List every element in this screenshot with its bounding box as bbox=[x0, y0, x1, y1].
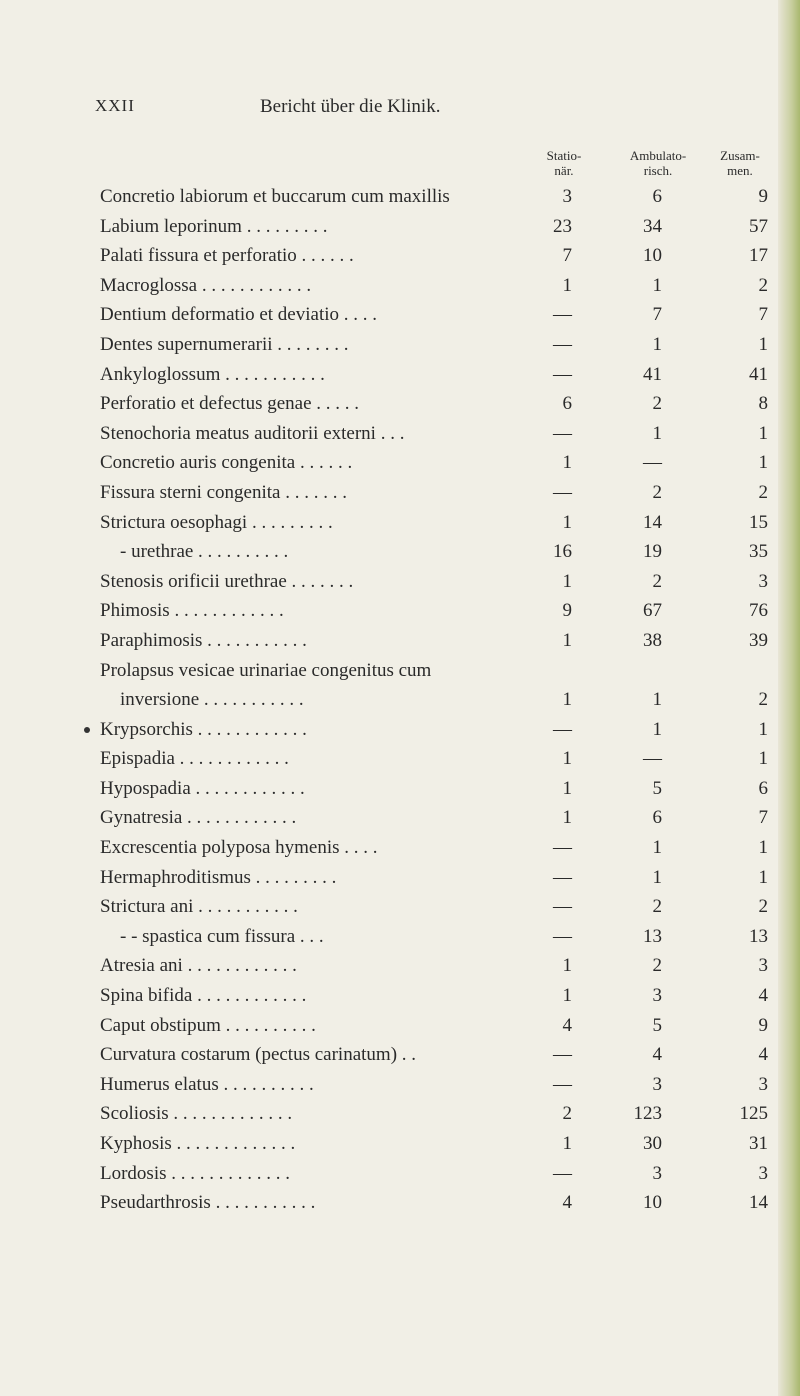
cell-zusammen: 9 bbox=[758, 1014, 768, 1036]
cell-stationaer: 9 bbox=[562, 600, 572, 622]
cell-ambulatorisch: 38 bbox=[643, 629, 662, 651]
table-row bbox=[0, 596, 780, 626]
cell-zusammen: 3 bbox=[758, 955, 768, 977]
cell-ambulatorisch: 14 bbox=[643, 511, 662, 533]
table-row bbox=[0, 182, 780, 212]
row-label: Paraphimosis . . . . . . . . . . . bbox=[100, 629, 307, 651]
cell-stationaer: — bbox=[553, 1162, 572, 1184]
cell-zusammen: 2 bbox=[758, 274, 768, 296]
row-label: Humerus elatus . . . . . . . . . . bbox=[100, 1073, 314, 1095]
row-label: - urethrae . . . . . . . . . . bbox=[120, 541, 289, 563]
cell-stationaer: 1 bbox=[562, 629, 572, 651]
row-label: Macroglossa . . . . . . . . . . . . bbox=[100, 274, 312, 296]
row-label: Dentes supernumerarii . . . . . . . . bbox=[100, 333, 349, 355]
table-row bbox=[0, 300, 780, 330]
cell-zusammen: 41 bbox=[749, 363, 768, 385]
row-label: Palati fissura et perforatio . . . . . . bbox=[100, 245, 354, 267]
row-label: Krypsorchis . . . . . . . . . . . . bbox=[100, 718, 307, 740]
table-row bbox=[0, 863, 780, 893]
col-head-ambulatorisch-text: Ambulato- risch. bbox=[629, 148, 687, 178]
table-row bbox=[0, 448, 780, 478]
cell-zusammen: 3 bbox=[758, 570, 768, 592]
cell-ambulatorisch: 13 bbox=[643, 925, 662, 947]
cell-stationaer: 4 bbox=[562, 1192, 572, 1214]
cell-ambulatorisch: 3 bbox=[652, 1073, 662, 1095]
row-label: Curvatura costarum (pectus carinatum) . . bbox=[100, 1044, 417, 1066]
cell-stationaer: — bbox=[553, 896, 572, 918]
row-label: Concretio auris congenita . . . . . . bbox=[100, 452, 353, 474]
cell-stationaer: — bbox=[553, 1073, 572, 1095]
cell-ambulatorisch: 4 bbox=[652, 1044, 662, 1066]
cell-ambulatorisch: 1 bbox=[652, 422, 662, 444]
cell-zusammen: 125 bbox=[739, 1103, 768, 1125]
cell-ambulatorisch: 2 bbox=[652, 570, 662, 592]
table-row bbox=[0, 1129, 780, 1159]
row-label: Lordosis . . . . . . . . . . . . . bbox=[100, 1162, 290, 1184]
row-label: Labium leporinum . . . . . . . . . bbox=[100, 215, 328, 237]
cell-ambulatorisch: 67 bbox=[643, 600, 662, 622]
cell-stationaer: 1 bbox=[562, 511, 572, 533]
table-row bbox=[0, 685, 780, 715]
cell-stationaer: 1 bbox=[562, 955, 572, 977]
table-row bbox=[0, 1040, 780, 1070]
cell-ambulatorisch: 1 bbox=[652, 866, 662, 888]
cell-stationaer: 1 bbox=[562, 274, 572, 296]
cell-ambulatorisch: 10 bbox=[643, 245, 662, 267]
cell-stationaer: 1 bbox=[562, 748, 572, 770]
cell-stationaer: 1 bbox=[562, 985, 572, 1007]
cell-stationaer: — bbox=[553, 304, 572, 326]
cell-zusammen: 8 bbox=[758, 393, 768, 415]
row-label: Strictura ani . . . . . . . . . . . bbox=[100, 896, 298, 918]
cell-ambulatorisch: 6 bbox=[652, 186, 662, 207]
cell-ambulatorisch: — bbox=[643, 748, 662, 770]
row-label: Concretio labiorum et buccarum cum maxillis bbox=[100, 186, 450, 207]
cell-ambulatorisch: — bbox=[643, 452, 662, 474]
row-label: Dentium deformatio et deviatio . . . . bbox=[100, 304, 378, 326]
cell-ambulatorisch: 1 bbox=[652, 689, 662, 711]
cell-zusammen: 1 bbox=[758, 333, 768, 355]
cell-ambulatorisch: 41 bbox=[643, 363, 662, 385]
cell-zusammen: 1 bbox=[758, 837, 768, 859]
col-head-stationaer bbox=[526, 148, 602, 178]
cell-zusammen: 31 bbox=[749, 1133, 768, 1154]
row-label: - - spastica cum fissura . . . bbox=[120, 925, 324, 947]
col-head-stationaer-text: Statio- när. bbox=[546, 148, 582, 178]
cell-stationaer: — bbox=[553, 363, 572, 385]
cell-ambulatorisch: 19 bbox=[643, 541, 662, 563]
cell-zusammen: 4 bbox=[758, 1044, 768, 1066]
cell-ambulatorisch: 3 bbox=[652, 1162, 662, 1184]
table-row bbox=[0, 656, 780, 686]
table-row bbox=[0, 774, 780, 804]
cell-ambulatorisch: 6 bbox=[652, 807, 662, 829]
cell-zusammen: 14 bbox=[749, 1192, 768, 1214]
cell-ambulatorisch: 10 bbox=[643, 1192, 662, 1214]
table-row bbox=[0, 241, 780, 271]
cell-zusammen: 15 bbox=[749, 511, 768, 533]
cell-zusammen: 76 bbox=[749, 600, 768, 622]
row-label: Stenosis orificii urethrae . . . . . . . bbox=[100, 570, 354, 592]
cell-stationaer: — bbox=[553, 422, 572, 444]
table-row bbox=[0, 1188, 780, 1218]
table-row bbox=[0, 478, 780, 508]
col-head-zusammen bbox=[708, 148, 772, 178]
col-head-ambulatorisch bbox=[608, 148, 708, 178]
cell-zusammen: 13 bbox=[749, 925, 768, 947]
table-row bbox=[0, 833, 780, 863]
cell-stationaer: — bbox=[553, 481, 572, 503]
table-row bbox=[0, 419, 780, 449]
cell-stationaer: 3 bbox=[562, 186, 572, 207]
cell-ambulatorisch: 7 bbox=[652, 304, 662, 326]
row-label: Strictura oesophagi . . . . . . . . . bbox=[100, 511, 333, 533]
cell-ambulatorisch: 34 bbox=[643, 215, 662, 237]
cell-ambulatorisch: 123 bbox=[633, 1103, 662, 1125]
cell-zusammen: 7 bbox=[758, 304, 768, 326]
cell-zusammen: 2 bbox=[758, 481, 768, 503]
cell-stationaer: 1 bbox=[562, 452, 572, 474]
page-edge bbox=[778, 0, 800, 1396]
cell-stationaer: 4 bbox=[562, 1014, 572, 1036]
table-row bbox=[0, 744, 780, 774]
bullet-mark bbox=[84, 727, 90, 733]
table-row bbox=[0, 271, 780, 301]
row-label: Perforatio et defectus genae . . . . . bbox=[100, 393, 360, 415]
cell-stationaer: — bbox=[553, 333, 572, 355]
table-row bbox=[0, 508, 780, 538]
cell-ambulatorisch: 5 bbox=[652, 1014, 662, 1036]
cell-ambulatorisch: 2 bbox=[652, 955, 662, 977]
table-row bbox=[0, 537, 780, 567]
cell-zusammen: 1 bbox=[758, 452, 768, 474]
row-label: Pseudarthrosis . . . . . . . . . . . bbox=[100, 1192, 316, 1214]
table-row bbox=[0, 981, 780, 1011]
table-row bbox=[0, 922, 780, 952]
row-label: Stenochoria meatus auditorii externi . . . bbox=[100, 422, 405, 444]
cell-zusammen: 4 bbox=[758, 985, 768, 1007]
cell-zusammen: 35 bbox=[749, 541, 768, 563]
cell-ambulatorisch: 2 bbox=[652, 481, 662, 503]
cell-zusammen: 1 bbox=[758, 866, 768, 888]
statistics-table bbox=[0, 182, 780, 1218]
cell-stationaer: — bbox=[553, 1044, 572, 1066]
cell-ambulatorisch: 2 bbox=[652, 896, 662, 918]
cell-zusammen: 17 bbox=[749, 245, 768, 267]
cell-zusammen: 57 bbox=[749, 215, 768, 237]
cell-stationaer: 6 bbox=[562, 393, 572, 415]
table-row bbox=[0, 1070, 780, 1100]
cell-ambulatorisch: 30 bbox=[643, 1133, 662, 1154]
cell-stationaer: — bbox=[553, 837, 572, 859]
table-row bbox=[0, 1159, 780, 1189]
row-label: Hermaphroditismus . . . . . . . . . bbox=[100, 866, 337, 888]
cell-zusammen: 3 bbox=[758, 1073, 768, 1095]
table-row bbox=[0, 803, 780, 833]
cell-stationaer: 1 bbox=[562, 807, 572, 829]
table-row bbox=[0, 360, 780, 390]
table-row bbox=[0, 892, 780, 922]
cell-zusammen: 3 bbox=[758, 1162, 768, 1184]
row-label: Phimosis . . . . . . . . . . . . bbox=[100, 600, 284, 622]
table-row bbox=[0, 330, 780, 360]
cell-ambulatorisch: 1 bbox=[652, 718, 662, 740]
cell-zusammen: 9 bbox=[758, 186, 768, 207]
cell-stationaer: 16 bbox=[553, 541, 572, 563]
cell-stationaer: — bbox=[553, 866, 572, 888]
cell-stationaer: 23 bbox=[553, 215, 572, 237]
row-label: Gynatresia . . . . . . . . . . . . bbox=[100, 807, 297, 829]
cell-zusammen: 1 bbox=[758, 748, 768, 770]
row-label: Scoliosis . . . . . . . . . . . . . bbox=[100, 1103, 293, 1125]
running-title: Bericht über die Klinik. bbox=[260, 96, 441, 117]
row-label: Excrescentia polyposa hymenis . . . . bbox=[100, 837, 378, 859]
table-row bbox=[0, 951, 780, 981]
row-label: Prolapsus vesicae urinariae congenitus cum bbox=[100, 659, 432, 681]
cell-ambulatorisch: 5 bbox=[652, 777, 662, 799]
cell-ambulatorisch: 2 bbox=[652, 393, 662, 415]
row-label: Fissura sterni congenita . . . . . . . bbox=[100, 481, 347, 503]
cell-stationaer: 2 bbox=[562, 1103, 572, 1125]
row-label: Caput obstipum . . . . . . . . . . bbox=[100, 1014, 316, 1036]
cell-zusammen: 7 bbox=[758, 807, 768, 829]
cell-stationaer: 1 bbox=[562, 689, 572, 711]
row-label: Hypospadia . . . . . . . . . . . . bbox=[100, 777, 305, 799]
cell-stationaer: 1 bbox=[562, 1133, 572, 1154]
cell-ambulatorisch: 3 bbox=[652, 985, 662, 1007]
running-header bbox=[0, 96, 780, 126]
cell-stationaer: 1 bbox=[562, 570, 572, 592]
cell-stationaer: 7 bbox=[562, 245, 572, 267]
row-label: Kyphosis . . . . . . . . . . . . . bbox=[100, 1133, 296, 1154]
cell-stationaer: 1 bbox=[562, 777, 572, 799]
row-label: Ankyloglossum . . . . . . . . . . . bbox=[100, 363, 325, 385]
table-row bbox=[0, 1011, 780, 1041]
row-label: inversione . . . . . . . . . . . bbox=[120, 689, 304, 711]
row-label: Epispadia . . . . . . . . . . . . bbox=[100, 748, 289, 770]
row-label: Spina bifida . . . . . . . . . . . . bbox=[100, 985, 307, 1007]
cell-zusammen: 39 bbox=[749, 629, 768, 651]
table-row bbox=[0, 389, 780, 419]
cell-stationaer: — bbox=[553, 925, 572, 947]
row-label: Atresia ani . . . . . . . . . . . . bbox=[100, 955, 297, 977]
cell-zusammen: 1 bbox=[758, 422, 768, 444]
cell-zusammen: 6 bbox=[758, 777, 768, 799]
cell-ambulatorisch: 1 bbox=[652, 333, 662, 355]
table-row bbox=[0, 212, 780, 242]
cell-zusammen: 2 bbox=[758, 689, 768, 711]
table-row bbox=[0, 1099, 780, 1129]
col-head-zusammen-text: Zusam- men. bbox=[720, 148, 760, 178]
cell-ambulatorisch: 1 bbox=[652, 274, 662, 296]
table-row bbox=[0, 567, 780, 597]
table-row bbox=[0, 626, 780, 656]
page-number: XXII bbox=[95, 96, 135, 115]
cell-zusammen: 1 bbox=[758, 718, 768, 740]
table-row bbox=[0, 715, 780, 745]
cell-ambulatorisch: 1 bbox=[652, 837, 662, 859]
cell-zusammen: 2 bbox=[758, 896, 768, 918]
cell-stationaer: — bbox=[553, 718, 572, 740]
